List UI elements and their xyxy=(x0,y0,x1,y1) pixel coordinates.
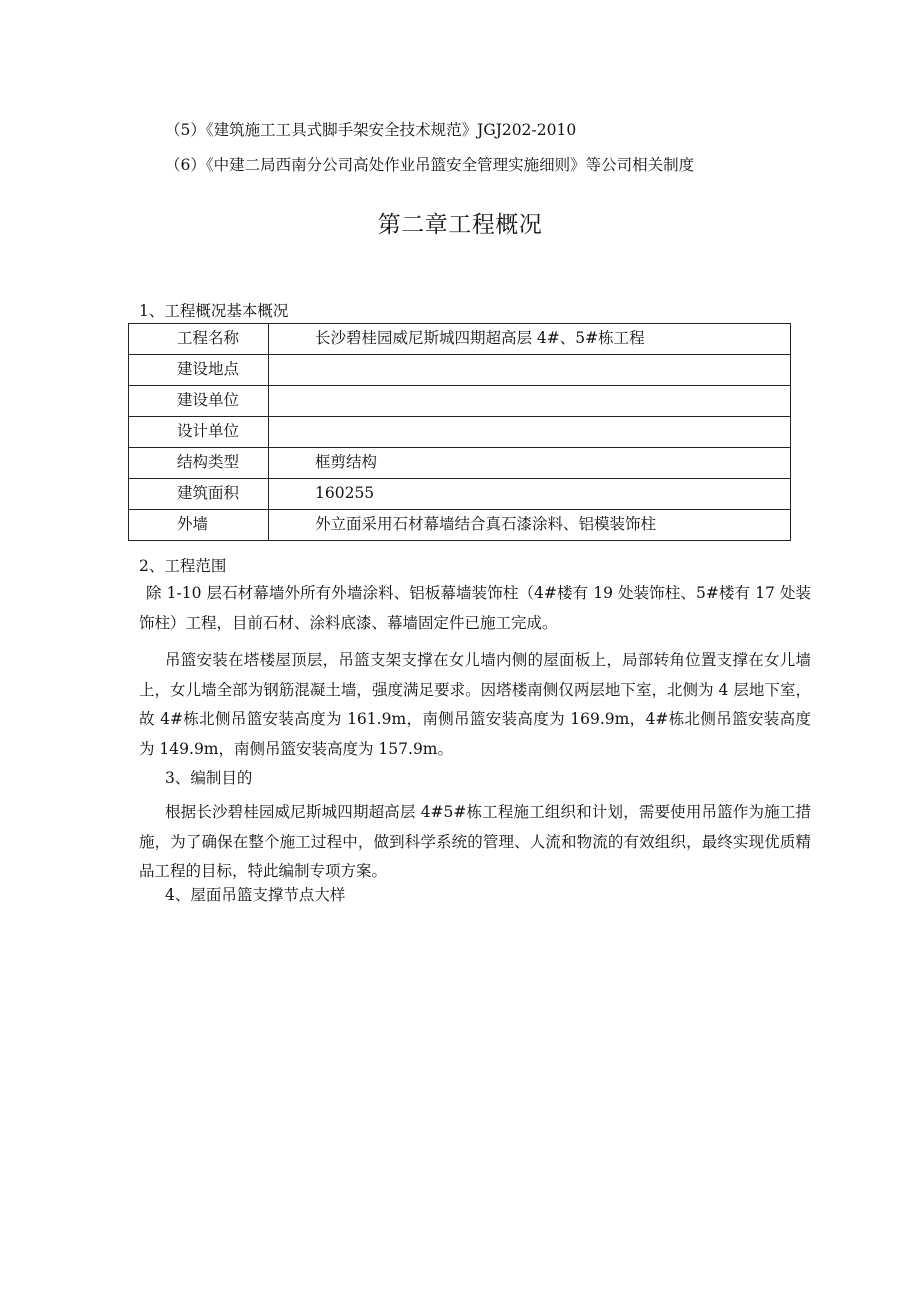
table-value-cell: 160255 xyxy=(269,479,791,510)
reference-item-6: （6）《中建二局西南分公司高处作业吊篮安全管理实施细则》等公司相关制度 xyxy=(165,156,695,174)
project-overview-table xyxy=(128,323,791,541)
section-heading-support-detail: 4、屋面吊篮支撑节点大样 xyxy=(165,886,346,904)
table-label-cell: 建设地点 xyxy=(129,355,269,386)
purpose-paragraph: 根据长沙碧桂园威尼斯城四期超高层 4#5#栋工程施工组织和计划，需要使用吊篮作为施工措施，为了确保在整个施工过程中，做到科学系统的管理、人流和物流的有效组织，最终实现优质精品工程的目标，特此编制专项方案。 xyxy=(139,803,811,880)
table-row xyxy=(129,417,791,448)
table-row xyxy=(129,386,791,417)
table-label-cell: 外墙 xyxy=(129,510,269,541)
table-value-cell xyxy=(269,386,791,417)
table-value-cell xyxy=(269,355,791,386)
table-label-cell: 建筑面积 xyxy=(129,479,269,510)
table-label-cell: 设计单位 xyxy=(129,417,269,448)
table-label-cell: 工程名称 xyxy=(129,324,269,355)
table-value-cell: 长沙碧桂园威尼斯城四期超高层 4#、5#栋工程 xyxy=(269,324,791,355)
table-row xyxy=(129,479,791,510)
table-row xyxy=(129,324,791,355)
table-value-cell: 框剪结构 xyxy=(269,448,791,479)
section-heading-purpose: 3、编制目的 xyxy=(165,769,253,787)
table-row xyxy=(129,355,791,386)
install-paragraph: 吊篮安装在塔楼屋顶层，吊篮支架支撑在女儿墙内侧的屋面板上，局部转角位置支撑在女儿墙上，女儿墙全部为钢筋混凝土墙，强度满足要求。因塔楼南侧仅两层地下室，北侧为 4 层地下室，故 4#栋北侧吊篮安装高度为 161.9m，南侧吊篮安装高度为 169.9m，4#栋北侧吊篮安装高度为 149.9m，南侧吊篮安装高度为 157.9m。 xyxy=(139,651,811,758)
scope-paragraph: 除 1-10 层石材幕墙外所有外墙涂料、铝板幕墙装饰柱（4#楼有 19 处装饰柱、5#楼有 17 处装饰柱）工程，目前石材、涂料底漆、幕墙固定件已施工完成。 xyxy=(139,584,811,632)
section-heading-scope: 2、工程范围 xyxy=(139,557,227,575)
table-row xyxy=(129,448,791,479)
table-value-cell xyxy=(269,417,791,448)
chapter-title: 第二章工程概况 xyxy=(377,212,543,238)
table-value-cell: 外立面采用石材幕墙结合真石漆涂料、铝模装饰柱 xyxy=(269,510,791,541)
table-row xyxy=(129,510,791,541)
table-label-cell: 建设单位 xyxy=(129,386,269,417)
reference-item-5: （5）《建筑施工工具式脚手架安全技术规范》JGJ202-2010 xyxy=(165,121,577,139)
table-label-cell: 结构类型 xyxy=(129,448,269,479)
section-heading-overview: 1、工程概况基本概况 xyxy=(139,302,289,320)
